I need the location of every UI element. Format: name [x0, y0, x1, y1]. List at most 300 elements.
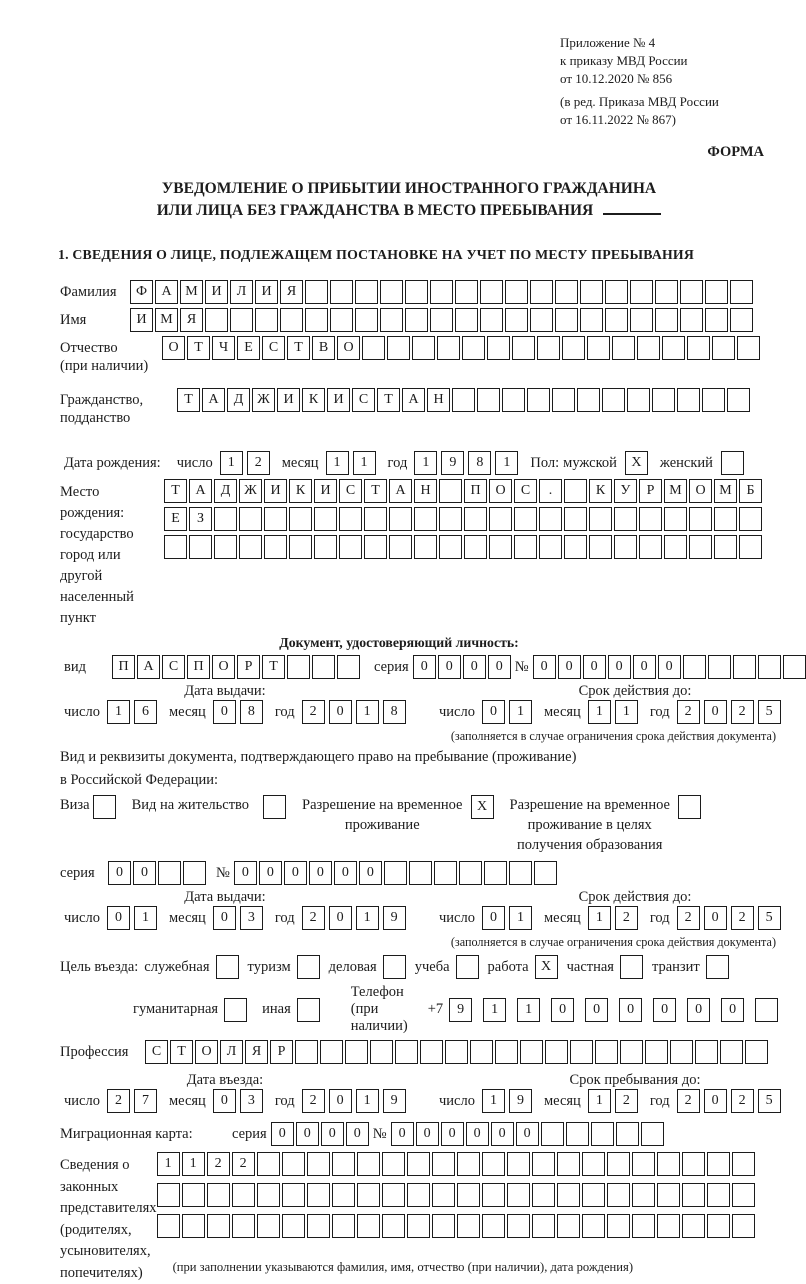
- char-cell[interactable]: [264, 507, 287, 531]
- char-cell[interactable]: 2: [232, 1152, 255, 1176]
- char-cell[interactable]: [655, 308, 678, 332]
- char-cell[interactable]: В: [312, 336, 335, 360]
- gender-female-checkbox[interactable]: [721, 451, 744, 475]
- char-cell[interactable]: 1: [615, 700, 638, 724]
- char-cell[interactable]: 1: [517, 998, 540, 1022]
- char-cell[interactable]: 0: [438, 655, 461, 679]
- char-cell[interactable]: [307, 1152, 330, 1176]
- char-cell[interactable]: О: [489, 479, 512, 503]
- char-cell[interactable]: [580, 280, 603, 304]
- char-cell[interactable]: [587, 336, 610, 360]
- char-cell[interactable]: [702, 388, 725, 412]
- char-cell[interactable]: [530, 308, 553, 332]
- char-cell[interactable]: [239, 507, 262, 531]
- char-cell[interactable]: 1: [588, 700, 611, 724]
- char-cell[interactable]: К: [302, 388, 325, 412]
- char-cell[interactable]: 0: [259, 861, 282, 885]
- char-cell[interactable]: 2: [677, 700, 700, 724]
- char-cell[interactable]: [683, 655, 706, 679]
- char-cell[interactable]: [589, 507, 612, 531]
- char-cell[interactable]: [430, 308, 453, 332]
- char-cell[interactable]: [330, 308, 353, 332]
- char-cell[interactable]: [655, 280, 678, 304]
- char-cell[interactable]: [637, 336, 660, 360]
- char-cell[interactable]: 1: [356, 906, 379, 930]
- char-cell[interactable]: [505, 280, 528, 304]
- char-cell[interactable]: [295, 1040, 318, 1064]
- char-cell[interactable]: [582, 1214, 605, 1238]
- char-cell[interactable]: К: [289, 479, 312, 503]
- char-cell[interactable]: [205, 308, 228, 332]
- char-cell[interactable]: [439, 479, 462, 503]
- char-cell[interactable]: [714, 535, 737, 559]
- char-cell[interactable]: [607, 1183, 630, 1207]
- char-cell[interactable]: 1: [495, 451, 518, 475]
- char-cell[interactable]: [312, 655, 335, 679]
- char-cell[interactable]: [689, 535, 712, 559]
- char-cell[interactable]: 0: [321, 1122, 344, 1146]
- char-cell[interactable]: О: [212, 655, 235, 679]
- char-cell[interactable]: Д: [214, 479, 237, 503]
- char-cell[interactable]: 0: [271, 1122, 294, 1146]
- char-cell[interactable]: 6: [134, 700, 157, 724]
- char-cell[interactable]: [414, 507, 437, 531]
- char-cell[interactable]: 1: [220, 451, 243, 475]
- char-cell[interactable]: 1: [326, 451, 349, 475]
- purpose-study-checkbox[interactable]: [456, 955, 479, 979]
- char-cell[interactable]: [552, 388, 575, 412]
- char-cell[interactable]: 1: [483, 998, 506, 1022]
- char-cell[interactable]: [384, 861, 407, 885]
- char-cell[interactable]: [507, 1183, 530, 1207]
- char-cell[interactable]: [530, 280, 553, 304]
- char-cell[interactable]: 0: [721, 998, 744, 1022]
- char-cell[interactable]: 0: [704, 1089, 727, 1113]
- char-cell[interactable]: [480, 308, 503, 332]
- char-cell[interactable]: 5: [758, 700, 781, 724]
- char-cell[interactable]: И: [327, 388, 350, 412]
- char-cell[interactable]: [707, 1152, 730, 1176]
- char-cell[interactable]: [632, 1214, 655, 1238]
- char-cell[interactable]: [255, 308, 278, 332]
- char-cell[interactable]: [405, 280, 428, 304]
- char-cell[interactable]: 0: [234, 861, 257, 885]
- char-cell[interactable]: [432, 1214, 455, 1238]
- char-cell[interactable]: [662, 336, 685, 360]
- char-cell[interactable]: [514, 535, 537, 559]
- char-cell[interactable]: И: [255, 280, 278, 304]
- char-cell[interactable]: [307, 1183, 330, 1207]
- char-cell[interactable]: 0: [558, 655, 581, 679]
- char-cell[interactable]: 0: [658, 655, 681, 679]
- char-cell[interactable]: [555, 280, 578, 304]
- char-cell[interactable]: 2: [107, 1089, 130, 1113]
- char-cell[interactable]: [707, 1183, 730, 1207]
- char-cell[interactable]: 1: [482, 1089, 505, 1113]
- char-cell[interactable]: З: [189, 507, 212, 531]
- visa-checkbox[interactable]: [93, 795, 116, 819]
- char-cell[interactable]: 0: [329, 1089, 352, 1113]
- char-cell[interactable]: А: [189, 479, 212, 503]
- char-cell[interactable]: 1: [182, 1152, 205, 1176]
- purpose-business-checkbox[interactable]: [216, 955, 239, 979]
- char-cell[interactable]: [432, 1183, 455, 1207]
- char-cell[interactable]: [407, 1183, 430, 1207]
- char-cell[interactable]: Т: [170, 1040, 193, 1064]
- char-cell[interactable]: [680, 308, 703, 332]
- char-cell[interactable]: 2: [207, 1152, 230, 1176]
- char-cell[interactable]: К: [589, 479, 612, 503]
- char-cell[interactable]: [214, 535, 237, 559]
- char-cell[interactable]: [339, 507, 362, 531]
- char-cell[interactable]: [287, 655, 310, 679]
- char-cell[interactable]: 2: [731, 700, 754, 724]
- char-cell[interactable]: 0: [213, 906, 236, 930]
- char-cell[interactable]: [616, 1122, 639, 1146]
- char-cell[interactable]: Б: [739, 479, 762, 503]
- char-cell[interactable]: [562, 336, 585, 360]
- char-cell[interactable]: 0: [107, 906, 130, 930]
- char-cell[interactable]: [464, 535, 487, 559]
- char-cell[interactable]: И: [277, 388, 300, 412]
- char-cell[interactable]: [282, 1214, 305, 1238]
- purpose-tourism-checkbox[interactable]: [297, 955, 320, 979]
- char-cell[interactable]: [639, 535, 662, 559]
- char-cell[interactable]: [330, 280, 353, 304]
- char-cell[interactable]: [264, 535, 287, 559]
- char-cell[interactable]: [730, 280, 753, 304]
- char-cell[interactable]: 0: [329, 906, 352, 930]
- char-cell[interactable]: С: [514, 479, 537, 503]
- char-cell[interactable]: [739, 507, 762, 531]
- char-cell[interactable]: [214, 507, 237, 531]
- char-cell[interactable]: 0: [296, 1122, 319, 1146]
- char-cell[interactable]: Я: [245, 1040, 268, 1064]
- char-cell[interactable]: [677, 388, 700, 412]
- char-cell[interactable]: .: [539, 479, 562, 503]
- char-cell[interactable]: 0: [633, 655, 656, 679]
- char-cell[interactable]: 3: [240, 906, 263, 930]
- char-cell[interactable]: [183, 861, 206, 885]
- char-cell[interactable]: 2: [677, 1089, 700, 1113]
- char-cell[interactable]: 9: [449, 998, 472, 1022]
- residence-permit-checkbox[interactable]: [263, 795, 286, 819]
- char-cell[interactable]: Т: [187, 336, 210, 360]
- char-cell[interactable]: [732, 1214, 755, 1238]
- char-cell[interactable]: 1: [588, 1089, 611, 1113]
- char-cell[interactable]: [305, 308, 328, 332]
- char-cell[interactable]: [230, 308, 253, 332]
- char-cell[interactable]: Ч: [212, 336, 235, 360]
- char-cell[interactable]: [405, 308, 428, 332]
- char-cell[interactable]: 2: [247, 451, 270, 475]
- char-cell[interactable]: 8: [240, 700, 263, 724]
- char-cell[interactable]: [157, 1214, 180, 1238]
- char-cell[interactable]: [645, 1040, 668, 1064]
- char-cell[interactable]: 0: [334, 861, 357, 885]
- edu-permit-checkbox[interactable]: [678, 795, 701, 819]
- char-cell[interactable]: [509, 861, 532, 885]
- char-cell[interactable]: [712, 336, 735, 360]
- char-cell[interactable]: [452, 388, 475, 412]
- char-cell[interactable]: 0: [359, 861, 382, 885]
- char-cell[interactable]: М: [180, 280, 203, 304]
- char-cell[interactable]: [355, 308, 378, 332]
- char-cell[interactable]: О: [337, 336, 360, 360]
- char-cell[interactable]: 8: [468, 451, 491, 475]
- char-cell[interactable]: [687, 336, 710, 360]
- char-cell[interactable]: [737, 336, 760, 360]
- char-cell[interactable]: 0: [133, 861, 156, 885]
- char-cell[interactable]: [380, 308, 403, 332]
- char-cell[interactable]: 0: [413, 655, 436, 679]
- char-cell[interactable]: [505, 308, 528, 332]
- char-cell[interactable]: [207, 1214, 230, 1238]
- char-cell[interactable]: [357, 1214, 380, 1238]
- char-cell[interactable]: [459, 861, 482, 885]
- char-cell[interactable]: [652, 388, 675, 412]
- char-cell[interactable]: 0: [391, 1122, 414, 1146]
- char-cell[interactable]: [455, 280, 478, 304]
- char-cell[interactable]: У: [614, 479, 637, 503]
- char-cell[interactable]: 2: [302, 906, 325, 930]
- char-cell[interactable]: 1: [356, 1089, 379, 1113]
- char-cell[interactable]: [437, 336, 460, 360]
- char-cell[interactable]: [357, 1183, 380, 1207]
- char-cell[interactable]: 0: [687, 998, 710, 1022]
- char-cell[interactable]: Ж: [239, 479, 262, 503]
- char-cell[interactable]: [470, 1040, 493, 1064]
- char-cell[interactable]: 0: [533, 655, 556, 679]
- char-cell[interactable]: 0: [583, 655, 606, 679]
- char-cell[interactable]: [564, 535, 587, 559]
- char-cell[interactable]: [512, 336, 535, 360]
- char-cell[interactable]: 0: [653, 998, 676, 1022]
- char-cell[interactable]: [320, 1040, 343, 1064]
- char-cell[interactable]: [280, 308, 303, 332]
- char-cell[interactable]: 0: [463, 655, 486, 679]
- char-cell[interactable]: С: [162, 655, 185, 679]
- char-cell[interactable]: 2: [677, 906, 700, 930]
- char-cell[interactable]: [641, 1122, 664, 1146]
- char-cell[interactable]: [395, 1040, 418, 1064]
- char-cell[interactable]: [541, 1122, 564, 1146]
- char-cell[interactable]: [364, 507, 387, 531]
- char-cell[interactable]: [382, 1183, 405, 1207]
- char-cell[interactable]: 1: [157, 1152, 180, 1176]
- char-cell[interactable]: [457, 1183, 480, 1207]
- char-cell[interactable]: [355, 280, 378, 304]
- char-cell[interactable]: С: [262, 336, 285, 360]
- char-cell[interactable]: [733, 655, 756, 679]
- char-cell[interactable]: [639, 507, 662, 531]
- char-cell[interactable]: 5: [758, 1089, 781, 1113]
- char-cell[interactable]: [564, 507, 587, 531]
- char-cell[interactable]: [457, 1152, 480, 1176]
- char-cell[interactable]: [657, 1183, 680, 1207]
- char-cell[interactable]: Е: [237, 336, 260, 360]
- char-cell[interactable]: [632, 1183, 655, 1207]
- char-cell[interactable]: [307, 1214, 330, 1238]
- char-cell[interactable]: 0: [108, 861, 131, 885]
- char-cell[interactable]: [682, 1152, 705, 1176]
- char-cell[interactable]: [664, 507, 687, 531]
- char-cell[interactable]: [282, 1183, 305, 1207]
- char-cell[interactable]: [239, 535, 262, 559]
- char-cell[interactable]: [389, 535, 412, 559]
- char-cell[interactable]: 0: [309, 861, 332, 885]
- purpose-transit-checkbox[interactable]: [706, 955, 729, 979]
- char-cell[interactable]: [282, 1152, 305, 1176]
- char-cell[interactable]: [158, 861, 181, 885]
- char-cell[interactable]: Р: [639, 479, 662, 503]
- char-cell[interactable]: М: [714, 479, 737, 503]
- char-cell[interactable]: Т: [177, 388, 200, 412]
- char-cell[interactable]: [257, 1152, 280, 1176]
- char-cell[interactable]: [570, 1040, 593, 1064]
- gender-male-checkbox[interactable]: X: [625, 451, 648, 475]
- char-cell[interactable]: 2: [302, 700, 325, 724]
- purpose-private-checkbox[interactable]: [620, 955, 643, 979]
- char-cell[interactable]: [345, 1040, 368, 1064]
- char-cell[interactable]: 0: [284, 861, 307, 885]
- char-cell[interactable]: 0: [213, 1089, 236, 1113]
- char-cell[interactable]: [332, 1183, 355, 1207]
- char-cell[interactable]: [534, 861, 557, 885]
- char-cell[interactable]: М: [155, 308, 178, 332]
- char-cell[interactable]: 2: [615, 906, 638, 930]
- char-cell[interactable]: [607, 1152, 630, 1176]
- char-cell[interactable]: [705, 308, 728, 332]
- char-cell[interactable]: Е: [164, 507, 187, 531]
- char-cell[interactable]: [555, 308, 578, 332]
- char-cell[interactable]: [487, 336, 510, 360]
- char-cell[interactable]: [232, 1214, 255, 1238]
- char-cell[interactable]: [389, 507, 412, 531]
- char-cell[interactable]: [420, 1040, 443, 1064]
- char-cell[interactable]: 1: [509, 906, 532, 930]
- char-cell[interactable]: Н: [414, 479, 437, 503]
- char-cell[interactable]: [708, 655, 731, 679]
- char-cell[interactable]: С: [339, 479, 362, 503]
- char-cell[interactable]: [620, 1040, 643, 1064]
- char-cell[interactable]: [520, 1040, 543, 1064]
- char-cell[interactable]: [289, 535, 312, 559]
- char-cell[interactable]: [614, 507, 637, 531]
- char-cell[interactable]: Н: [427, 388, 450, 412]
- char-cell[interactable]: [364, 535, 387, 559]
- char-cell[interactable]: [627, 388, 650, 412]
- char-cell[interactable]: [382, 1214, 405, 1238]
- char-cell[interactable]: [732, 1152, 755, 1176]
- char-cell[interactable]: [582, 1152, 605, 1176]
- temp-permit-checkbox[interactable]: X: [471, 795, 494, 819]
- char-cell[interactable]: 9: [509, 1089, 532, 1113]
- char-cell[interactable]: [482, 1152, 505, 1176]
- char-cell[interactable]: [783, 655, 806, 679]
- char-cell[interactable]: О: [162, 336, 185, 360]
- purpose-humanitarian-checkbox[interactable]: [224, 998, 247, 1022]
- char-cell[interactable]: 2: [615, 1089, 638, 1113]
- char-cell[interactable]: А: [137, 655, 160, 679]
- char-cell[interactable]: [380, 280, 403, 304]
- char-cell[interactable]: [339, 535, 362, 559]
- char-cell[interactable]: [682, 1214, 705, 1238]
- char-cell[interactable]: [720, 1040, 743, 1064]
- char-cell[interactable]: [739, 535, 762, 559]
- char-cell[interactable]: [532, 1214, 555, 1238]
- char-cell[interactable]: [439, 507, 462, 531]
- char-cell[interactable]: [539, 535, 562, 559]
- char-cell[interactable]: [189, 535, 212, 559]
- char-cell[interactable]: [445, 1040, 468, 1064]
- char-cell[interactable]: [657, 1214, 680, 1238]
- char-cell[interactable]: [557, 1152, 580, 1176]
- char-cell[interactable]: [412, 336, 435, 360]
- char-cell[interactable]: 8: [383, 700, 406, 724]
- char-cell[interactable]: [482, 1214, 505, 1238]
- char-cell[interactable]: О: [689, 479, 712, 503]
- char-cell[interactable]: [257, 1214, 280, 1238]
- char-cell[interactable]: [432, 1152, 455, 1176]
- char-cell[interactable]: А: [202, 388, 225, 412]
- char-cell[interactable]: [614, 535, 637, 559]
- char-cell[interactable]: [337, 655, 360, 679]
- char-cell[interactable]: [664, 535, 687, 559]
- char-cell[interactable]: [670, 1040, 693, 1064]
- char-cell[interactable]: [482, 1183, 505, 1207]
- char-cell[interactable]: [370, 1040, 393, 1064]
- char-cell[interactable]: [455, 308, 478, 332]
- char-cell[interactable]: [607, 1214, 630, 1238]
- char-cell[interactable]: [387, 336, 410, 360]
- char-cell[interactable]: [732, 1183, 755, 1207]
- char-cell[interactable]: [591, 1122, 614, 1146]
- char-cell[interactable]: [182, 1183, 205, 1207]
- char-cell[interactable]: [314, 535, 337, 559]
- char-cell[interactable]: [745, 1040, 768, 1064]
- char-cell[interactable]: [332, 1214, 355, 1238]
- purpose-commercial-checkbox[interactable]: [383, 955, 406, 979]
- char-cell[interactable]: [689, 507, 712, 531]
- char-cell[interactable]: [714, 507, 737, 531]
- char-cell[interactable]: 1: [107, 700, 130, 724]
- char-cell[interactable]: Т: [262, 655, 285, 679]
- char-cell[interactable]: [289, 507, 312, 531]
- char-cell[interactable]: Т: [287, 336, 310, 360]
- char-cell[interactable]: [407, 1152, 430, 1176]
- char-cell[interactable]: 0: [619, 998, 642, 1022]
- char-cell[interactable]: [464, 507, 487, 531]
- char-cell[interactable]: [232, 1183, 255, 1207]
- char-cell[interactable]: [507, 1214, 530, 1238]
- char-cell[interactable]: Р: [237, 655, 260, 679]
- char-cell[interactable]: [758, 655, 781, 679]
- char-cell[interactable]: [727, 388, 750, 412]
- char-cell[interactable]: [477, 388, 500, 412]
- char-cell[interactable]: [582, 1183, 605, 1207]
- char-cell[interactable]: Р: [270, 1040, 293, 1064]
- char-cell[interactable]: [382, 1152, 405, 1176]
- char-cell[interactable]: Ж: [252, 388, 275, 412]
- char-cell[interactable]: 0: [329, 700, 352, 724]
- char-cell[interactable]: [527, 388, 550, 412]
- char-cell[interactable]: Д: [227, 388, 250, 412]
- char-cell[interactable]: Я: [280, 280, 303, 304]
- char-cell[interactable]: [495, 1040, 518, 1064]
- purpose-other-checkbox[interactable]: [297, 998, 320, 1022]
- char-cell[interactable]: [589, 535, 612, 559]
